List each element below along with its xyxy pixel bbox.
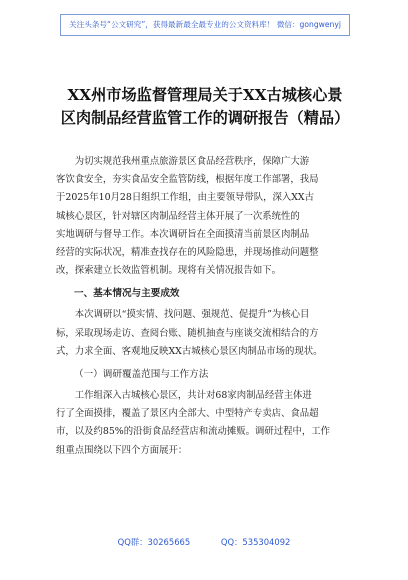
subsection1-line: 组重点围绕以下四个方面展开：	[56, 444, 188, 456]
intro-line: 客饮食安全，夯实食品安全监管防线，根据年度工作部署，我局	[56, 174, 319, 186]
header-notice: 关注头条号“公文研究”，获得最新最全最专业的公文资料库！ 微信：gongwenyj	[60, 14, 350, 36]
subsection1-line: 市，以及约85%的沿街食品经营店和流动摊贩。调研过程中，工作	[56, 426, 330, 438]
subsection1-line: 行了全面摸排，覆盖了景区内全部大、中型特产专卖店、食品超	[56, 408, 319, 420]
section1-line: 标，采取现场走访、查阅台账、随机抽查与座谈交流相结合的方	[56, 327, 319, 339]
footer-qq: QQ：535304092	[220, 537, 291, 547]
subsection1-paragraph	[56, 387, 356, 460]
subsection-heading: （一）调研覆盖范围与工作方法	[74, 369, 209, 381]
title-line-2: 区肉制品经营监管工作的调研报告（精品）	[60, 109, 350, 127]
document-body	[56, 153, 356, 460]
intro-line: 改，探索建立长效监管机制。现将有关情况报告如下。	[56, 265, 282, 277]
intro-paragraph	[56, 153, 356, 280]
footer-contact	[0, 536, 408, 548]
section-heading: 一、基本情况与主要成效	[74, 288, 180, 300]
intro-line: 为切实规范我州重点旅游景区食品经营秩序，保障广大游	[74, 156, 310, 167]
document-title	[40, 84, 370, 130]
footer-qq-group: QQ群：30265665	[117, 537, 191, 547]
intro-line: 城核心景区，针对辖区肉制品经营主体开展了一次系统性的	[56, 210, 300, 222]
intro-line: 于2025年10月28日组织工作组，由主要领导带队，深入XX古	[56, 192, 314, 204]
intro-line: 实地调研与督导工作。本次调研旨在全面摸清当前景区肉制品	[56, 228, 310, 240]
section1-line: 本次调研以“摸实情、找问题、强规范、促提升”为核心目	[74, 309, 310, 321]
intro-line: 经营的实际状况，精准查找存在的风险隐患，并现场推动问题整	[56, 247, 319, 259]
subsection1-line: 工作组深入古城核心景区，共计对68家肉制品经营主体进	[74, 390, 312, 402]
section1-line: 式，力求全面、客观地反映XX古城核心景区肉制品市场的现状。	[56, 345, 323, 357]
title-line-1: XX州市场监督管理局关于XX古城核心景	[67, 86, 343, 104]
section1-paragraph	[56, 306, 356, 361]
